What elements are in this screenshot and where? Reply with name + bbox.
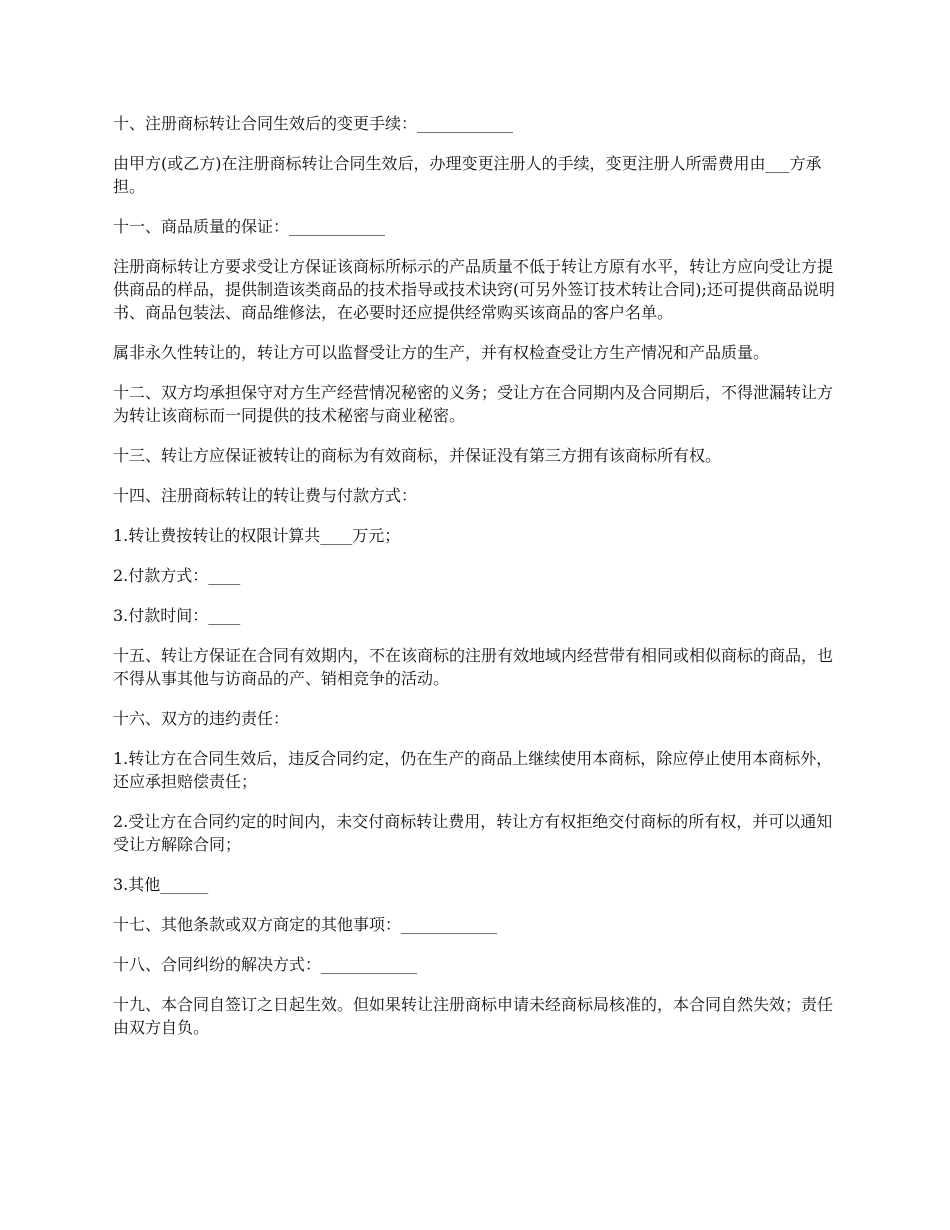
clause-16-heading: 十六、双方的违约责任：	[113, 709, 290, 728]
clause-17-heading: 十七、其他条款或双方商定的其他事项：____________	[113, 915, 498, 934]
clause-14-heading: 十四、注册商标转让的转让费与付款方式：	[113, 486, 418, 505]
clause-10-heading: 十、注册商标转让合同生效后的变更手续：____________	[113, 114, 514, 133]
clause-15-text: 十五、转让方保证在合同有效期内，不在该商标的注册有效地域内经营带有相同或相似商标的商品，也不得从事其他与访商品的产、销相竞争的活动。	[113, 646, 834, 688]
clause-13-text: 十三、转让方应保证被转让的商标为有效商标，并保证没有第三方拥有该商标所有权。	[113, 446, 722, 465]
clause-19-text: 十九、本合同自签订之日起生效。但如果转让注册商标申请未经商标局核准的，本合同自然失效；责任由双方自负。	[113, 995, 834, 1037]
clause-11-text: 注册商标转让方要求受让方保证该商标所标示的产品质量不低于转让方原有水平，转让方应向受让方提供商品的样品，提供制造该类商品的技术指导或技术诀窍(可另外签订技术转让合同);还可提供商品说明书、商品包装法、商品维修法，在必要时还应提供经常购买该商品的客户名单。	[113, 257, 835, 322]
document-body	[113, 112, 841, 1056]
clause-16-item-1: 1.转让方在合同生效后，违反合同约定，仍在生产的商品上继续使用本商标，除应停止使用本商标外，还应承担赔偿责任；	[113, 749, 833, 791]
clause-18-heading: 十八、合同纠纷的解决方式：____________	[113, 955, 418, 974]
clause-11-supervision-text: 属非永久性转让的，转让方可以监督受让方的生产，并有权检查受让方生产情况和产品质量。	[113, 343, 770, 362]
clause-14-item-3: 3.付款时间：____	[113, 606, 241, 625]
clause-14-item-1: 1.转让费按转让的权限计算共____万元；	[113, 526, 401, 545]
clause-14-item-2: 2.付款方式：____	[113, 566, 241, 585]
clause-12-text: 十二、双方均承担保守对方生产经营情况秘密的义务；受让方在合同期内及合同期后，不得泄漏转让方为转让该商标而一同提供的技术秘密与商业秘密。	[113, 383, 834, 425]
clause-11-heading: 十一、商品质量的保证：____________	[113, 217, 386, 236]
clause-10-text: 由甲方(或乙方)在注册商标转让合同生效后，办理变更注册人的手续，变更注册人所需费用由___方承担。	[113, 154, 822, 196]
clause-16-item-2: 2.受让方在合同约定的时间内，未交付商标转让费用，转让方有权拒绝交付商标的所有权，并可以通知受让方解除合同；	[113, 812, 833, 854]
clause-16-item-3: 3.其他______	[113, 875, 209, 894]
